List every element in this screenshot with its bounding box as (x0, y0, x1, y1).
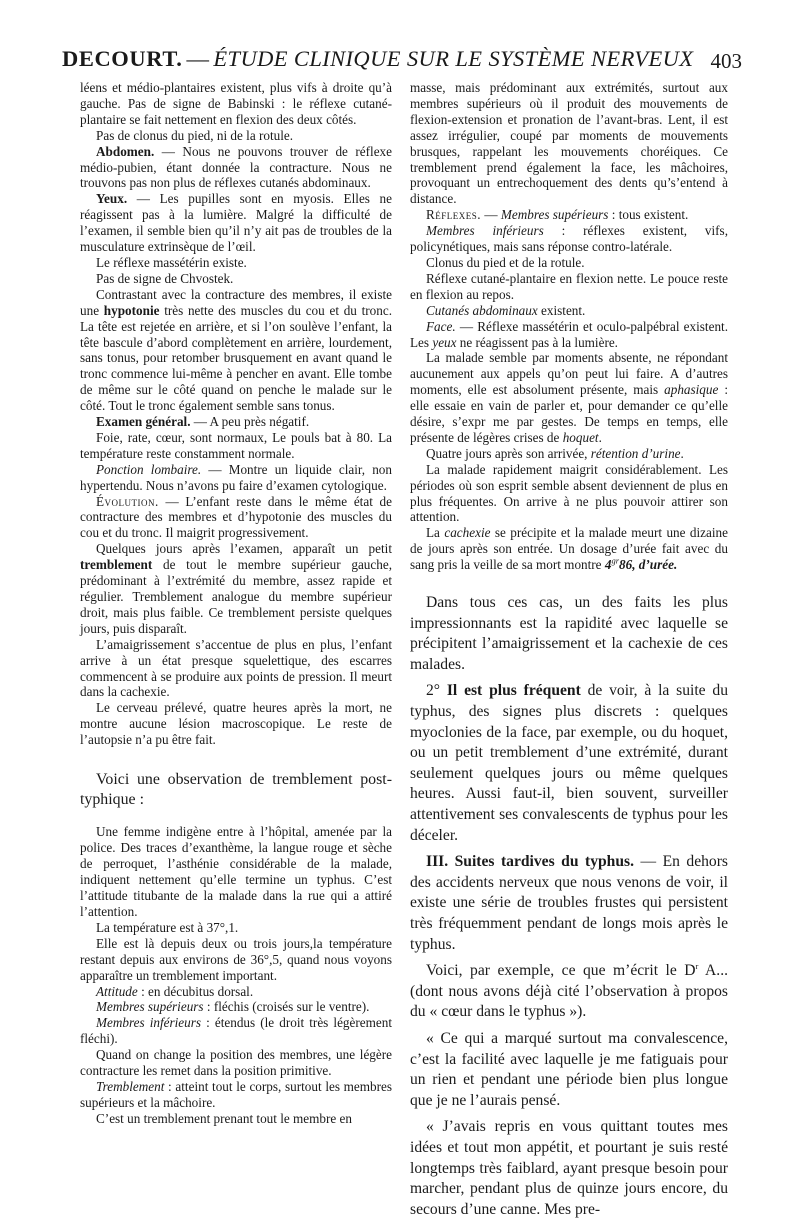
main-text (410, 593, 728, 1220)
paragraph: Quand on change la position des membres, une légère contracture les remet dans la position primitive. (80, 1047, 392, 1079)
section-heading: Attitude (96, 983, 138, 999)
paragraph: Cutanés abdominaux existent. (426, 302, 586, 318)
header-dash: — (186, 46, 210, 71)
right-column (410, 80, 728, 1220)
section-heading: Tremblement (96, 1078, 165, 1094)
paragraph: Une femme indigène entre à l’hôpital, amenée par la police. Des traces d’exanthème, la langue rouge et sèche de perroquet, l’asthénie considérable de la malade, indiquent nettement qu’elle termine un typhus. C’est l’attitude titubante de la malade dans la rue qui a attiré l’attention. (80, 824, 392, 919)
section-heading: Membres inférieurs (96, 1015, 201, 1031)
paragraph: Elle est là depuis deux ou trois jours,la température restant depuis aux environs de 36°,5, quand nous voyons apparaître un tremblement important. (80, 935, 392, 983)
paragraph: Ponction lombaire. — Montre un liquide clair, non hypertendu. Nous n’avons pu faire d’examen cytologique. (80, 461, 392, 493)
paragraph: léens et médio-plantaires existent, plus vifs à droite qu’à gauche. Pas de signe de Babinski : le réflexe cutané-plantaire se fait nettement en flexion des deux côtés. (80, 80, 392, 127)
paragraph: III. Suites tardives du typhus. — En dehors des accidents nerveux que nous venons de voir, il existe une série de troubles frustes qui persistent très fréquemment pendant de longs mois après le typhus. (410, 853, 728, 953)
paragraph: L’amaigrissement s’accentue de plus en plus, l’enfant arrive à un état presque squelettique, des escarres commencent à se produire aux points de pression. Il meurt dans la cachexie. (80, 636, 392, 700)
section-heading: Examen général. (96, 414, 191, 430)
running-title (62, 46, 693, 72)
header-author: DECOURT. (62, 46, 183, 71)
paragraph: Tremblement : atteint tout le corps, surtout les membres supérieurs et la mâchoire. (80, 1078, 392, 1110)
paragraph: Yeux. — Les pupilles sont en myosis. Elles ne réagissent pas à la lumière. Malgré la difficulté de l’examen, il semble bien qu’il n’y ait pas de troubles de la musculature extrinsèque de l’œil. (80, 191, 392, 255)
paragraph: C’est un tremblement prenant tout le membre en (96, 1110, 352, 1126)
header-subject: ÉTUDE CLINIQUE SUR LE SYSTÈME NERVEUX (213, 46, 694, 71)
paragraph: Quelques jours après l’examen, apparaît un petit tremblement de tout le membre supérieur gauche, prédominant à l’extrémité du membre, assez rapide et régulier. Tremblement analogue du membre supérieur droit, mais plus faible. Ce tremblement persiste quelques jours, puis disparaît. (80, 541, 392, 636)
paragraph: Face. — Réflexe massétérin et oculo-palpébral existent. Les yeux ne réagissent pas à la lumière. (410, 318, 728, 350)
quotation: « Ce qui a marqué surtout ma convalescence, c’est la facilité avec laquelle je me fatiguais pour un rien et pendant une période bien plus longue que je ne l’aurais pensé. (410, 1029, 728, 1109)
paragraph: Membres supérieurs : fléchis (croisés sur le ventre). (96, 999, 370, 1015)
urea-value: 4 (604, 557, 612, 573)
paragraph: Réflexe cutané-plantaire en flexion nette. Le pouce reste en flexion au repos. (410, 270, 728, 302)
emphasis: tremblement (80, 557, 153, 573)
paragraph: Pas de clonus du pied, ni de la rotule. (96, 127, 294, 143)
paragraph: Membres inférieurs : étendus (le droit très légèrement fléchi). (80, 1015, 392, 1047)
paragraph: 2° Il est plus fréquent de voir, à la suite du typhus, des signes plus discrets : quelques myoclonies de la face, par exemple, ou du hoquet, ou un petit tremblement d’une extrémité, durant seulement quelques jours ou même quelques heures. Aussi faut-il, bien souvent, surveiller attentivement ses convalescents de typhus pour les déceler. (410, 682, 728, 844)
paragraph: Membres inférieurs : réflexes existent, vifs, policynétiques, mais sans réponse contro-latérale. (410, 223, 728, 255)
section-heading: Réflexes. (426, 207, 482, 223)
paragraph: Examen général. — A peu près négatif. (96, 414, 310, 430)
paragraph: masse, mais prédominant aux extrémités, surtout aux membres supérieurs où il produit des mouvements de flexion-extension et pronation de l’avant-bras. Lent, il est assez irrégulier, coupé par moments de mouvements brusques, rappelant les mouvements choréiques. Ce tremblement prend également la face, les mâchoires, provoquant un entrechoquement des dents qu’s’entend à distance. (410, 80, 728, 207)
paragraph: La malade semble par moments absente, ne répondant aucunement aux appels qu’on peut lui faire. A d’autres moments, elle est absolument présente, mais aphasique : elle essaie en vain de parler et, pour demander ce qu’elle désire, s’expr me par gestes. De temps en temps, elle présente de légères crises de hoquet. (410, 350, 728, 445)
paragraph: Le cerveau prélevé, quatre heures après la mort, ne montre aucune lésion macroscopique. Le reste de l’autopsie n’a pu être fait. (80, 700, 392, 748)
paragraph: Clonus du pied et de la rotule. (426, 254, 585, 270)
paragraph: Réflexes. — Membres supérieurs : tous existent. (426, 207, 689, 223)
paragraph: Abdomen. — Nous ne pouvons trouver de réflexe médio-pubien, étant donnée la contracture. Nous ne trouvons pas non plus de réflexes cutanés abdominaux. (80, 143, 392, 191)
section-heading: Ponction lombaire. (96, 461, 202, 477)
paragraph: Attitude : en décubitus dorsal. (96, 983, 254, 999)
section-heading: Face. (426, 318, 456, 334)
running-header (62, 46, 742, 80)
left-column (80, 80, 392, 1127)
section-heading: Abdomen. (96, 143, 155, 159)
paragraph: Voici, par exemple, ce que m’écrit le $D^r$ A... (dont nous avons déjà cité l’observation à propos du « cœur dans le typhus »). (410, 961, 728, 1021)
page-number: 403 (710, 49, 742, 73)
paragraph: Contrastant avec la contracture des membres, il existe une hypotonie très nette des muscles du cou et du tronc. La tête est rejetée en arrière, et si l’on soulève l’enfant, la tête bascule d’abord complètement en arrière, lourdement, sans tonus, pour retomber brusquement en avant quand le tronc commence lui-même à pencher en avant. Elle tombe de même sur le côté quand on penche le malade sur le côté. Tout le tronc également semble sans tonus. (80, 286, 392, 414)
section-heading: Membres supérieurs (96, 999, 204, 1015)
paragraph: Évolution. — L’enfant reste dans le même état de contracture des membres et d’hypotonie des muscles du cou et du tronc. Il maigrit progressivement. (80, 493, 392, 541)
quotation: « J’avais repris en vous quittant toutes mes idées et tout mon appétit, et pourtant je suis resté longtemps très faiblard, ayant presque besoin pour marcher, pendant plus de quinze jours encore, du secours d’une canne. Mes pre- (410, 1118, 728, 1218)
section-heading: III. Suites tardives du typhus. (426, 853, 634, 871)
paragraph: La température est à 37°,1. (96, 919, 239, 935)
emphasis: hypotonie (103, 302, 160, 318)
paragraph: Foie, rate, cœur, sont normaux, Le pouls bat à 80. La température reste constamment normale. (80, 429, 392, 461)
paragraph: Dans tous ces cas, un des faits les plus impressionnants est la rapidité avec laquelle se précipitent l’amaigrissement et la cachexie de ces malades. (410, 594, 728, 673)
emphasis: Il est plus fréquent (446, 682, 581, 700)
paragraph: Le réflexe massétérin existe. (96, 254, 247, 270)
paragraph: La cachexie se précipite et la malade meurt une dizaine de jours après son entrée. Un dosage d’urée fait avec du sang pris la veille de sa mort montre $4^{gr}86$, d’urée. (410, 525, 728, 573)
section-heading: Cutanés abdominaux (426, 302, 538, 318)
section-heading: Évolution. (96, 493, 159, 509)
observation-intro: Voici une observation de tremblement post-typhique : (80, 771, 392, 808)
paragraph: La malade rapidement maigrit considérablement. Les périodes où son esprit semble absent deviennent de plus en plus fréquentes. On arrive à ne plus pouvoir attirer son attention. (410, 461, 728, 525)
section-heading: Membres inférieurs (426, 223, 544, 239)
section-heading: Yeux. (96, 191, 128, 207)
paragraph: Pas de signe de Chvostek. (96, 270, 234, 286)
paragraph: Quatre jours après son arrivée, rétention d’urine. (426, 445, 684, 461)
